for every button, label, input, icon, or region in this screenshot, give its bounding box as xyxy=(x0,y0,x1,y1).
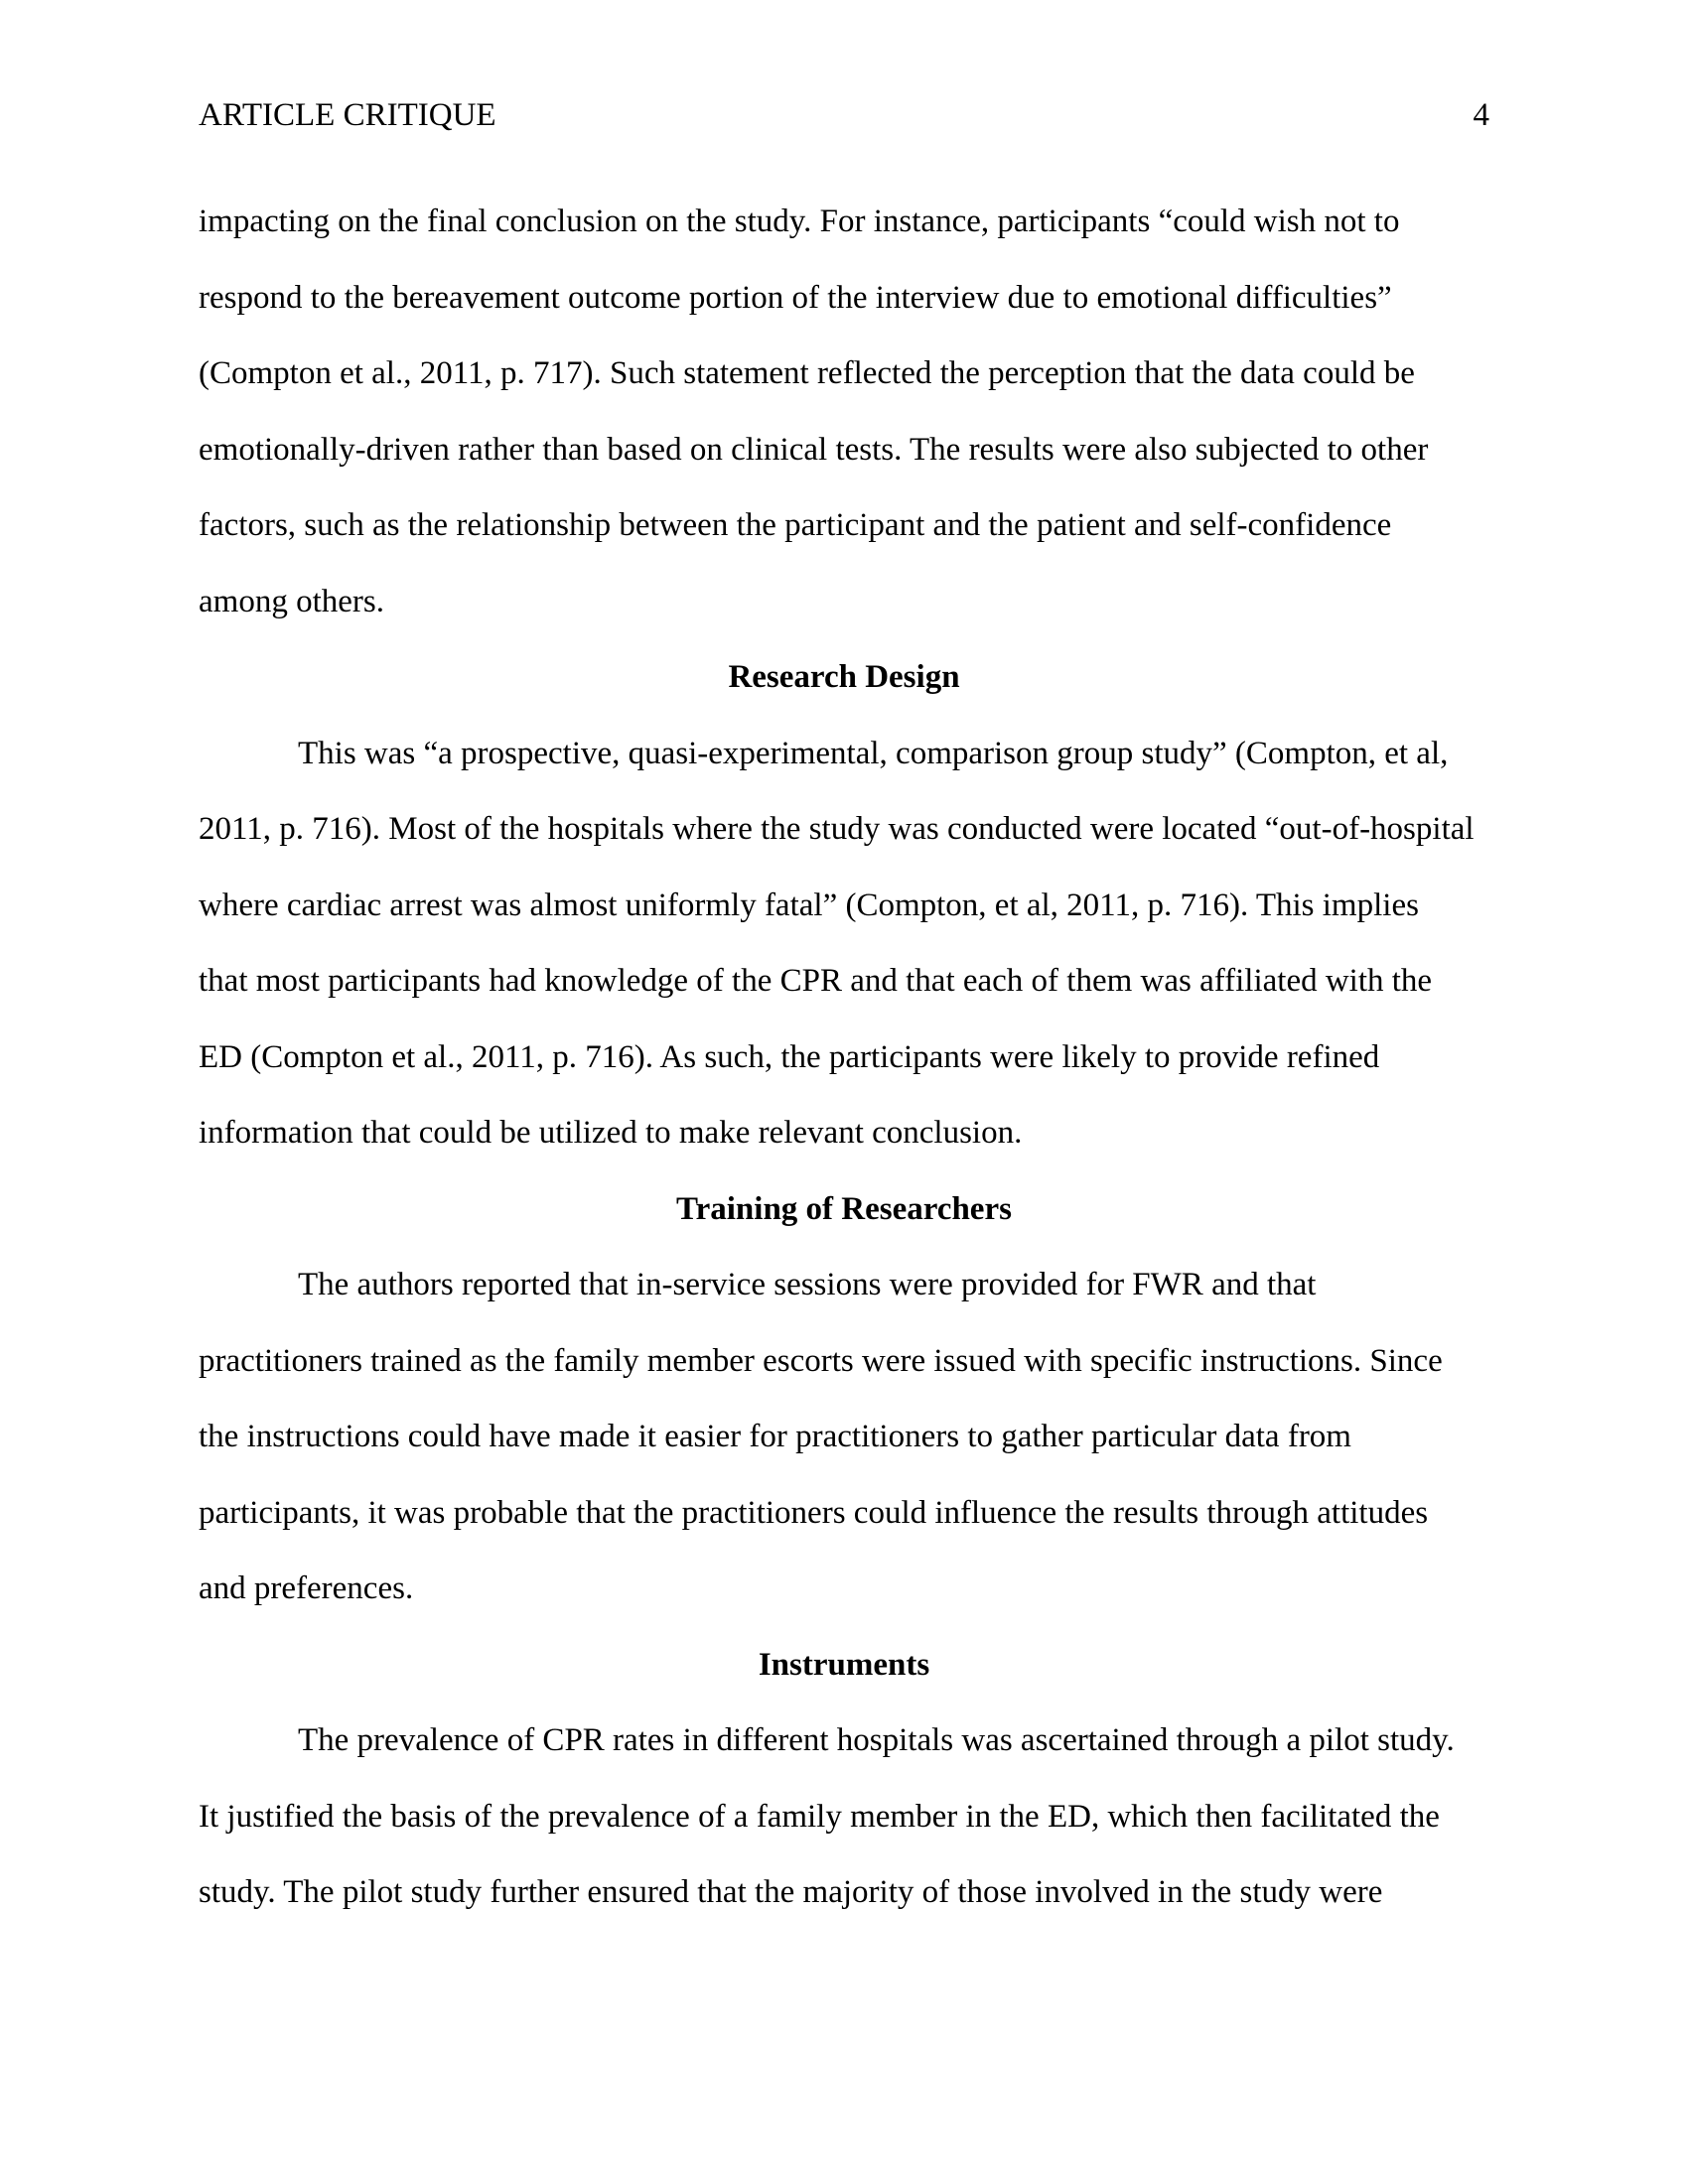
text-line: It justified the basis of the prevalence of a family member in the ED, which then facilitated the xyxy=(199,1798,1440,1835)
text-line: practitioners trained as the family member escorts were issued with specific instructions. Since xyxy=(199,1342,1443,1379)
text-line: information that could be utilized to make relevant conclusion. xyxy=(199,1115,1023,1151)
text-line: 2011, p. 716). Most of the hospitals where the study was conducted were located “out-of-hospital xyxy=(199,811,1475,847)
page-number: 4 xyxy=(1473,97,1489,133)
text-line: This was “a prospective, quasi-experimental, comparison group study” (Compton, et al, xyxy=(298,735,1449,771)
text-line: where cardiac arrest was almost uniformly fatal” (Compton, et al, 2011, p. 716). This implies xyxy=(199,887,1419,923)
text-line: impacting on the final conclusion on the study. For instance, participants “could wish not to xyxy=(199,204,1400,239)
text-line: participants, it was probable that the practitioners could influence the results through attitudes xyxy=(199,1494,1429,1531)
text-line: the instructions could have made it easier for practitioners to gather particular data from xyxy=(199,1419,1351,1454)
text-line: among others. xyxy=(199,583,384,619)
paragraph-training-of-researchers xyxy=(199,1247,1489,1627)
text-line: and preferences. xyxy=(199,1570,414,1606)
text-line: emotionally-driven rather than based on clinical tests. The results were also subjected to other xyxy=(199,431,1429,468)
page-header xyxy=(199,93,1489,137)
paragraph-continuation xyxy=(199,184,1489,639)
running-head: ARTICLE CRITIQUE xyxy=(199,97,496,133)
text-line: that most participants had knowledge of the CPR and that each of them was affiliated with the xyxy=(199,963,1433,999)
text-line: (Compton et al., 2011, p. 717). Such statement reflected the perception that the data could be xyxy=(199,355,1415,391)
page-body xyxy=(199,184,1489,1931)
text-line: ED (Compton et al., 2011, p. 716). As such, the participants were likely to provide refined xyxy=(199,1038,1380,1075)
section-heading-instruments: Instruments xyxy=(758,1646,930,1683)
text-line: factors, such as the relationship between the participant and the patient and self-confidence xyxy=(199,507,1392,543)
section-heading-training-of-researchers: Training of Researchers xyxy=(676,1190,1012,1227)
paragraph-instruments xyxy=(199,1703,1489,1931)
text-line: respond to the bereavement outcome portion of the interview due to emotional difficulties” xyxy=(199,279,1392,316)
section-heading-research-design: Research Design xyxy=(728,659,960,695)
text-line: The prevalence of CPR rates in different hospitals was ascertained through a pilot study. xyxy=(298,1722,1455,1758)
text-line: study. The pilot study further ensured that the majority of those involved in the study were xyxy=(199,1874,1383,1910)
text-line: The authors reported that in-service sessions were provided for FWR and that xyxy=(298,1267,1317,1302)
paragraph-research-design xyxy=(199,716,1489,1171)
